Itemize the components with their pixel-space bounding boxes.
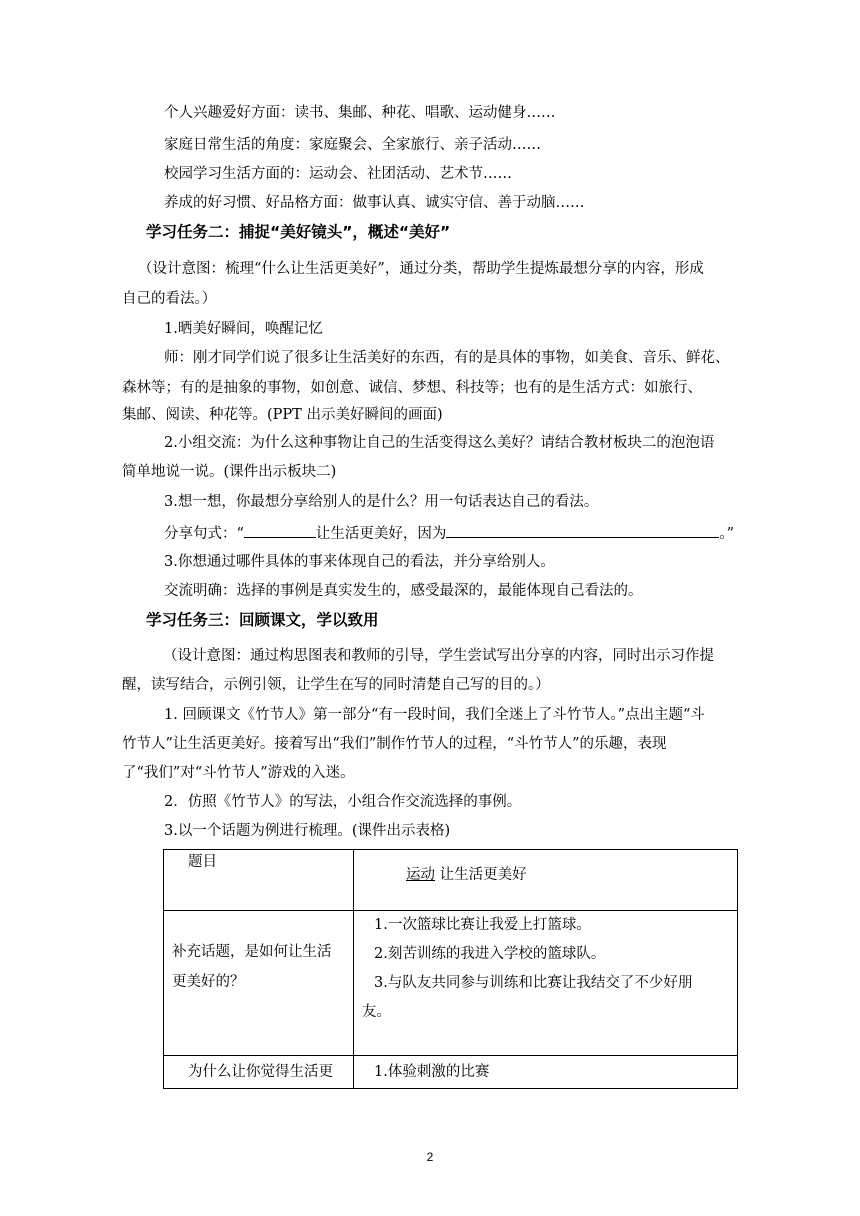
task3-item-3: 3.以一个话题为例进行梳理。(课件出示表格) bbox=[164, 823, 451, 839]
table-row bbox=[164, 911, 738, 1056]
list-item-continuation: 友。 bbox=[362, 1004, 391, 1020]
task2-item-2-line-1: 2.小组交流：为什么这种事物让自己的生活变得这么美好？请结合教材板块二的泡泡语 bbox=[164, 435, 715, 451]
task3-design-line-1: （设计意图：通过构思图表和教师的引导，学生尝试写出分享的内容，同时出示习作提 bbox=[163, 648, 714, 664]
task2-item-3: 3.想一想，你最想分享给别人的是什么？用一句话表达自己的看法。 bbox=[164, 494, 599, 510]
table-cell bbox=[354, 1056, 738, 1089]
share-blank-1 bbox=[244, 523, 316, 538]
task3-item-2: 2．仿照《竹节人》的写法，小组合作交流选择的事例。 bbox=[164, 794, 522, 810]
task2-item-2-line-2: 简单地说一说。(课件出示板块二) bbox=[122, 464, 337, 480]
topic-rest: 让生活更美好 bbox=[435, 867, 527, 883]
task2-item-1: 1.晒美好瞬间，唤醒记忆 bbox=[164, 321, 323, 337]
task3-item-1-line-2: 竹节人”让生活更美好。接着写出“我们”制作竹节人的过程，“斗竹节人”的乐趣，表现 bbox=[122, 736, 667, 752]
task3-item-1-line-1: 1. 回顾课文《竹节人》第一部分“有一段时间，我们全迷上了斗竹节人。”点出主题“斗 bbox=[164, 707, 705, 723]
task2-design-line-2: 自己的看法。） bbox=[122, 291, 217, 307]
task2-item-3b: 3.你想通过哪件具体的事来体现自己的看法，并分享给别人。 bbox=[164, 554, 555, 570]
table-cell bbox=[164, 911, 354, 1056]
table-cell bbox=[354, 850, 738, 911]
task2-exchange: 交流明确：选择的事例是真实发生的，感受最深的，最能体现自己看法的。 bbox=[164, 583, 643, 599]
list-item: 1.一次篮球比赛让我爱上打篮球。 bbox=[374, 917, 591, 933]
row-label-line-1: 补充话题，是如何让生活 bbox=[172, 944, 332, 960]
table-row bbox=[164, 850, 738, 911]
share-suffix: 。” bbox=[719, 526, 735, 542]
task2-teacher-line-1: 师：刚才同学们说了很多让生活美好的东西，有的是具体的事物，如美食、音乐、鲜花、 bbox=[164, 350, 730, 366]
share-blank-2 bbox=[446, 523, 719, 538]
row-label-why: 为什么让你觉得生活更 bbox=[188, 1064, 333, 1080]
row-label-title: 题目 bbox=[188, 854, 217, 870]
task2-heading: 学习任务二：捕捉“美好镜头”，概述“美好” bbox=[146, 223, 451, 241]
hobby-line-2: 家庭日常生活的角度：家庭聚会、全家旅行、亲子活动…… bbox=[164, 137, 541, 153]
share-mid: 让生活更美好，因为 bbox=[315, 526, 447, 542]
task2-teacher-line-2: 森林等；有的是抽象的事物，如创意、诚信、梦想、科技等；也有的是生活方式：如旅行、 bbox=[122, 380, 702, 396]
share-sentence bbox=[164, 523, 734, 544]
list-item: 1.体验刺激的比赛 bbox=[374, 1064, 490, 1080]
hobby-line-3: 校园学习生活方面的：运动会、社团活动、艺术节…… bbox=[164, 166, 512, 182]
page-number: 2 bbox=[426, 1150, 434, 1164]
topic-word: 运动 bbox=[406, 867, 435, 883]
table-cell bbox=[164, 850, 354, 911]
share-prefix: 分享句式：“ bbox=[164, 526, 244, 542]
table-cell bbox=[164, 1056, 354, 1089]
list-item: 2.刻苦训练的我进入学校的篮球队。 bbox=[374, 946, 606, 962]
table-row bbox=[164, 1056, 738, 1089]
task2-design-line-1: （设计意图：梳理“什么让生活更美好”，通过分类，帮助学生提炼最想分享的内容，形成 bbox=[138, 261, 704, 277]
table-cell bbox=[354, 911, 738, 1056]
topic-title bbox=[406, 865, 789, 885]
topic-table bbox=[163, 849, 738, 1089]
list-item: 3.与队友共同参与训练和比赛让我结交了不少好朋 bbox=[374, 975, 693, 991]
hobby-line-1: 个人兴趣爱好方面：读书、集邮、种花、唱歌、运动健身…… bbox=[164, 105, 556, 121]
task3-heading: 学习任务三：回顾课文，学以致用 bbox=[146, 611, 379, 629]
row-label-line-2: 更美好的？ bbox=[172, 974, 245, 990]
task3-design-line-2: 醒，读写结合，示例引领，让学生在写的同时清楚自己写的目的。） bbox=[122, 677, 550, 693]
task3-item-1-line-3: 了“我们”对“斗竹节人”游戏的入迷。 bbox=[122, 765, 355, 781]
hobby-line-4: 养成的好习惯、好品格方面：做事认真、诚实守信、善于动脑…… bbox=[164, 195, 585, 211]
task2-teacher-line-3: 集邮、阅读、种花等。(PPT 出示美好瞬间的画面) bbox=[122, 407, 443, 423]
